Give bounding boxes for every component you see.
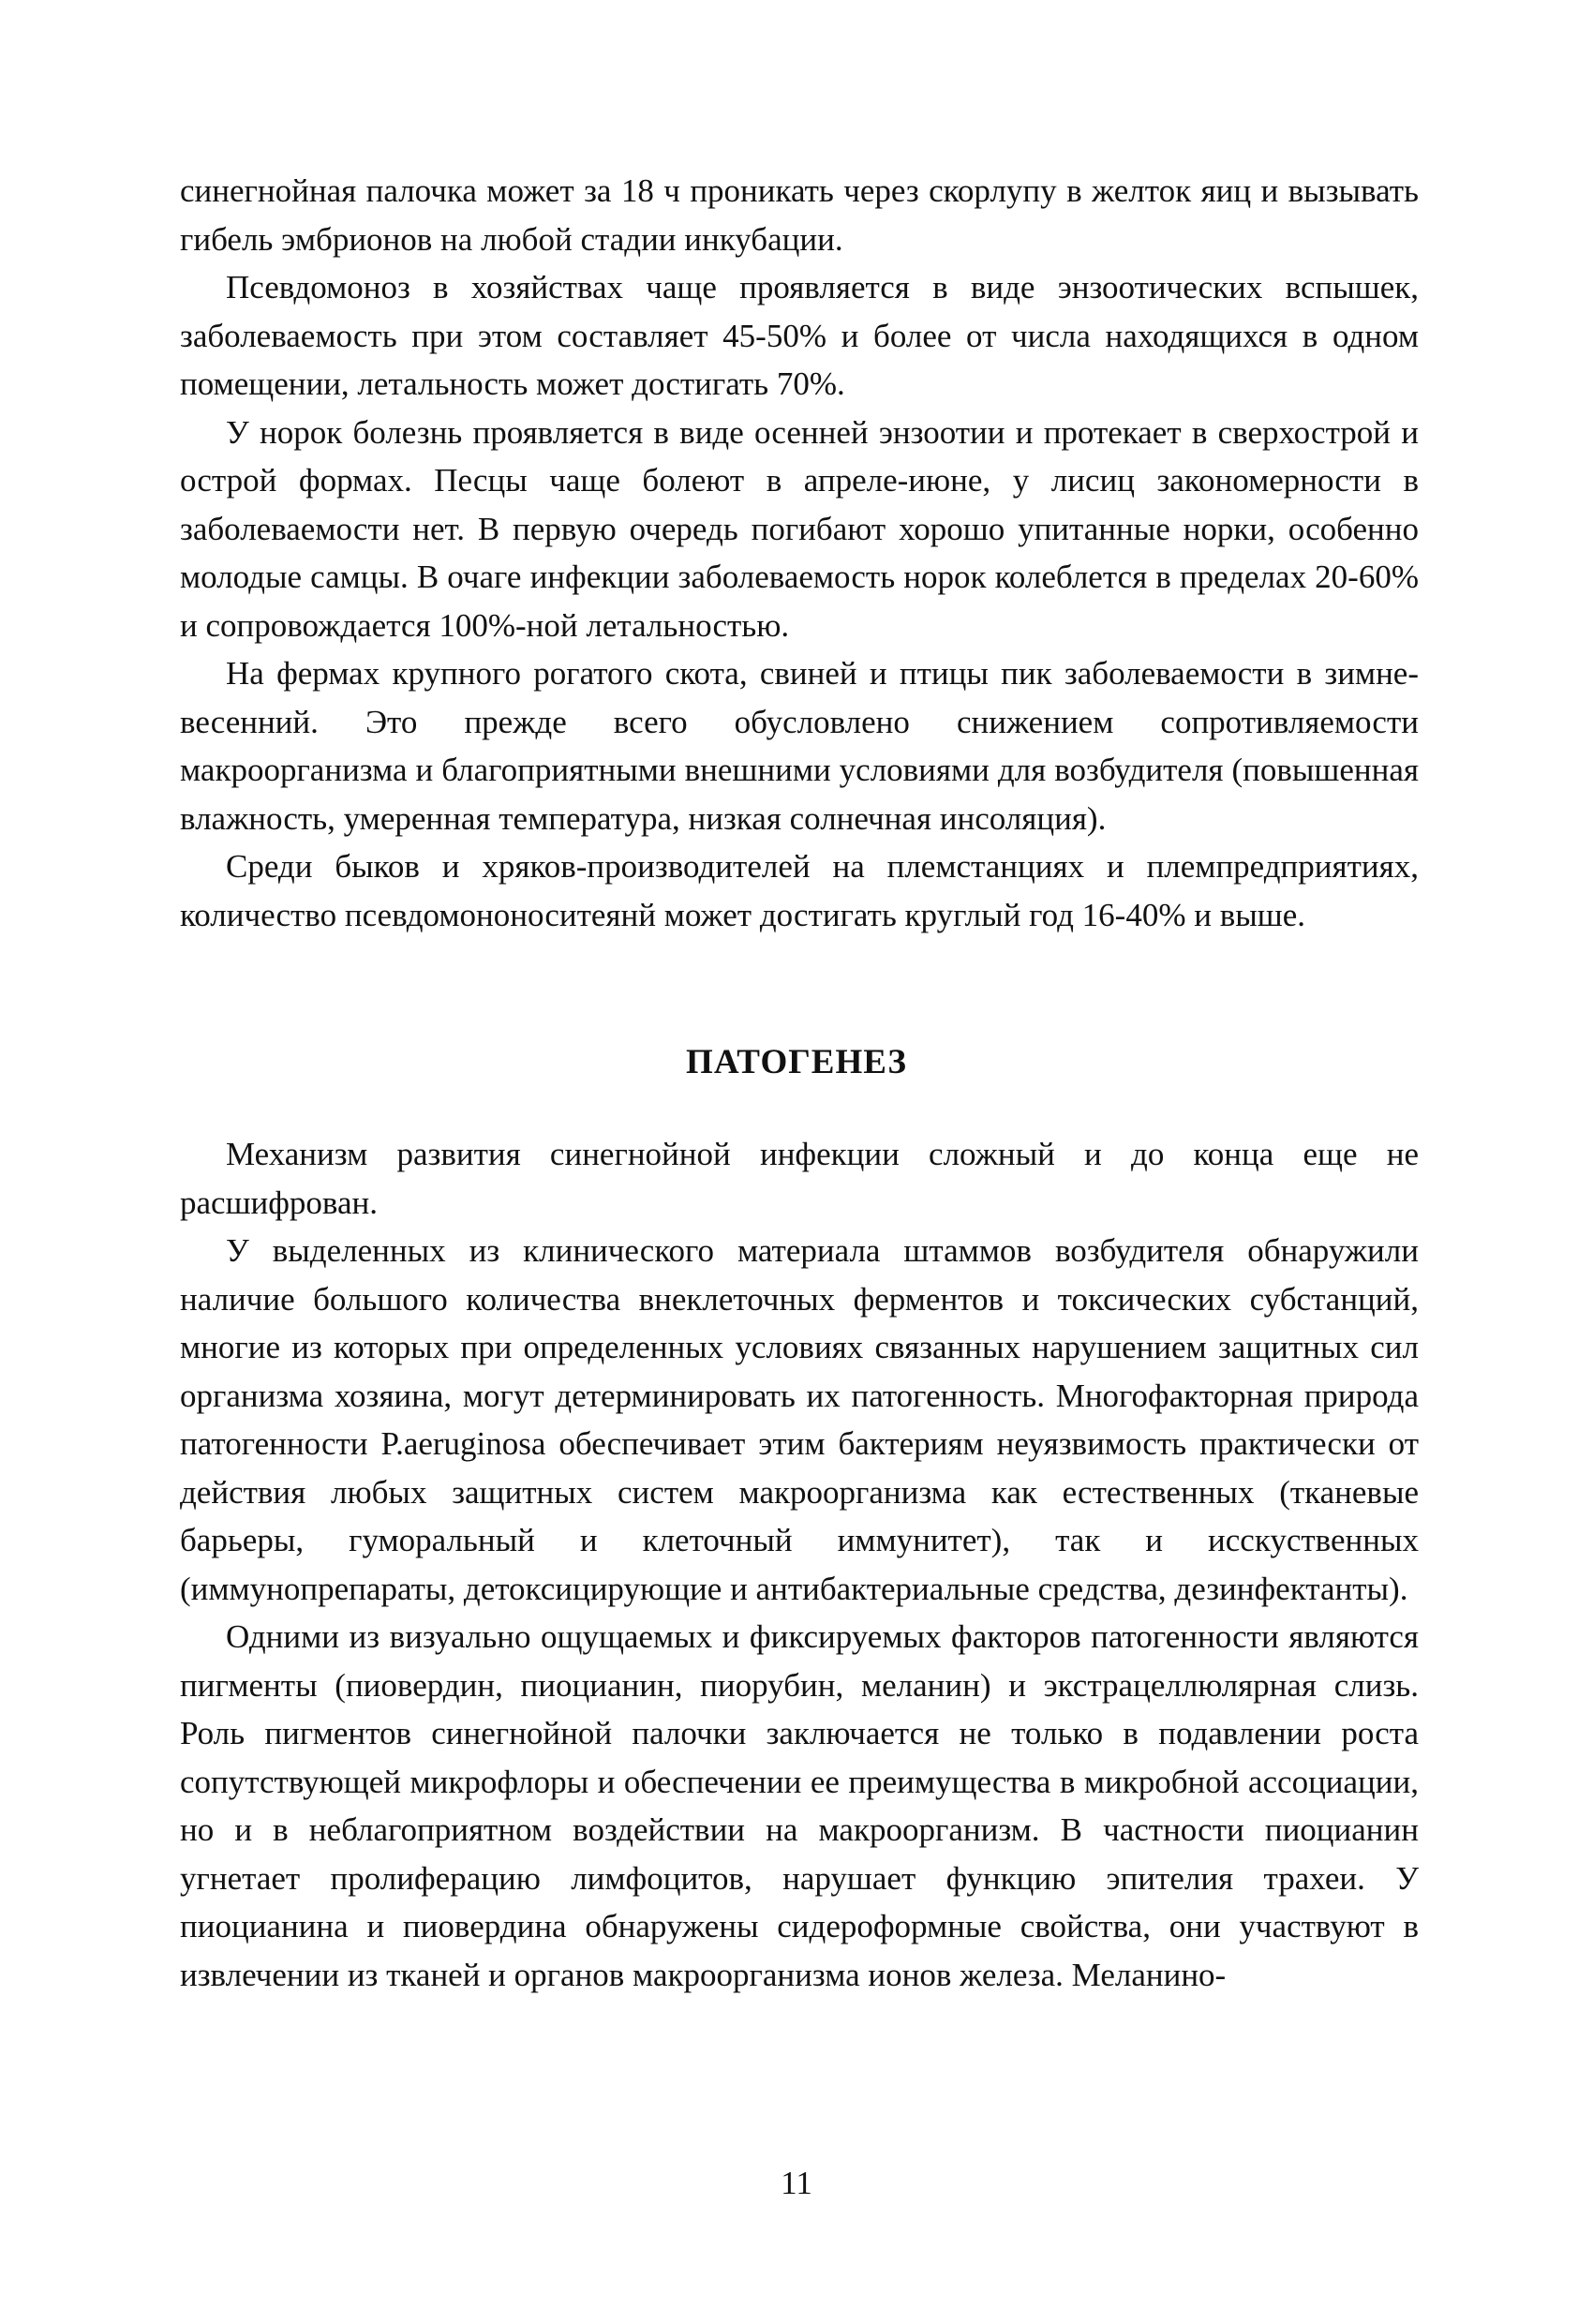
paragraph: Среди быков и хряков-производителей на племстанциях и племпредприятиях, количество псевдомононоситеянй может достигать круглый год 16-40% и выше. xyxy=(180,848,1419,933)
paragraph: Одними из визуально ощущаемых и фиксируемых факторов патогенности являются пигменты (пиовердин, пиоцианин, пиорубин, меланин) и экстрацеллюлярная слизь. Роль пигментов синегнойной палочки заключается не только в подавлении роста сопутствующей микрофлоры и обеспечении ее преимущества в микробной ассоциации, но и в неблагоприятном воздействии на макроорганизм. В частности пиоцианин угнетает пролиферацию лимфоцитов, нарушает функцию эпителия трахеи. У пиоцианина и пиовердина обнаружены сидероформные свойства, они участвуют в извлечении из тканей и органов макроорганизма ионов железа. Меланино- xyxy=(180,1618,1419,1993)
paragraph: Псевдомоноз в хозяйствах чаще проявляется в виде энзоотических вспышек, заболеваемость при этом составляет 45-50% и более от числа находящихся в одном помещении, летальность может достигать 70%. xyxy=(180,269,1419,402)
paragraph-continuation: синегнойная палочка может за 18 ч проникать через скорлупу в желток яиц и вызывать гибель эмбрионов на любой стадии инкубации. xyxy=(180,172,1419,258)
body-text-top xyxy=(180,167,1419,939)
paragraph: На фермах крупного рогатого скота, свиней и птицы пик заболеваемости в зимне-весенний. Это прежде всего обусловлено снижением сопротивляемости макроорганизма и благоприятными внешними условиями для возбудителя (повышенная влажность, умеренная температура, низкая солнечная инсоляция). xyxy=(180,655,1419,837)
body-text-bottom xyxy=(180,1130,1419,1999)
section-heading: ПАТОГЕНЕЗ xyxy=(686,1043,907,1081)
page-number: 11 xyxy=(781,2165,812,2201)
paragraph: У норок болезнь проявляется в виде осенней энзоотии и протекает в сверхострой и острой формах. Песцы чаще болеют в апреле-июне, у лисиц закономерности в заболеваемости нет. В первую очередь погибают хорошо упитанные норки, особенно молодые самцы. В очаге инфекции заболеваемость норок колеблется в пределах 20-60% и сопровождается 100%-ной летальностью. xyxy=(180,413,1419,644)
paragraph: У выделенных из клинического материала штаммов возбудителя обнаружили наличие большого количества внеклеточных ферментов и токсических субстанций, многие из которых при определенных условиях связанных нарушением защитных сил организма хозяина, могут детерминировать их патогенность. Многофакторная природа патогенности P.aeruginosa обеспечивает этим бактериям неуязвимость практически от действия любых защитных систем макроорганизма как естественных (тканевые барьеры, гуморальный и клеточный иммунитет), так и исскуственных (иммунопрепараты, детоксицирующие и антибактериальные средства, дезинфектанты). xyxy=(180,1232,1419,1607)
paragraph: Механизм развития синегнойной инфекции сложный и до конца еще не расшифрован. xyxy=(180,1136,1419,1221)
